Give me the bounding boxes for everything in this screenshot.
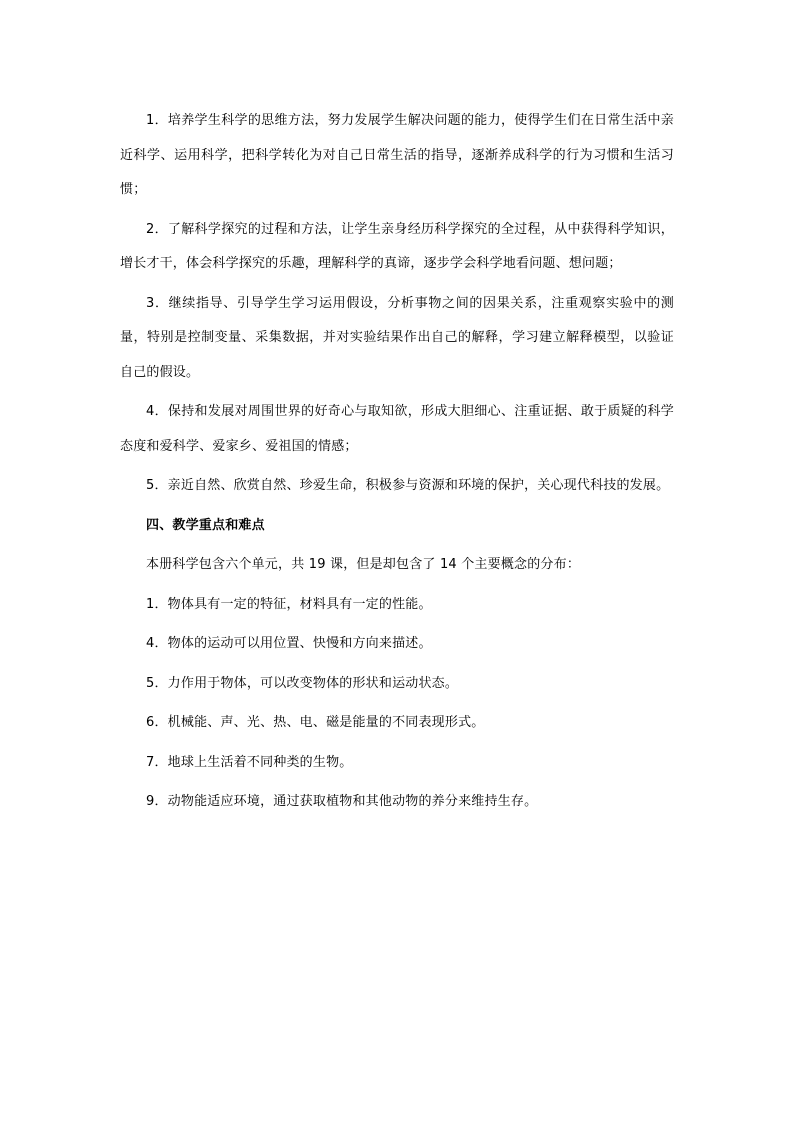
concept-item-5: 5．力作用于物体，可以改变物体的形状和运动状态。 — [146, 675, 459, 691]
section-intro: 本册科学包含六个单元，共 19 课，但是却包含了 14 个主要概念的分布： — [146, 557, 581, 572]
concept-item-6: 6．机械能、声、光、热、电、磁是能量的不同表现形式。 — [146, 715, 485, 730]
goal-paragraph-1: 1．培养学生科学的思维方法，努力发展学生解决问题的能力，使得学生们在日常生活中亲近科学、运用科学，把科学转化为对自己日常生活的指导，逐渐养成科学的行为习惯和生活习惯； — [120, 113, 674, 197]
goal-paragraph-5: 5．亲近自然、欣赏自然、珍爱生命，积极参与资源和环境的保护，关心现代科技的发展。 — [146, 478, 670, 493]
section-heading: 四、教学重点和难点 — [146, 517, 265, 533]
goal-paragraph-3: 3．继续指导、引导学生学习运用假设，分析事物之间的因果关系，注重观察实验中的测量，特别是控制变量、采集数据，并对实验结果作出自己的解释，学习建立解释模型，以验证自己的假设。 — [120, 295, 674, 380]
goal-paragraph-2: 2．了解科学探究的过程和方法，让学生亲身经历科学探究的全过程，从中获得科学知识，增长才干，体会科学探究的乐趣，理解科学的真谛，逐步学会科学地看问题、想问题； — [120, 221, 674, 271]
concept-item-9: 9．动物能适应环境，通过获取植物和其他动物的养分来维持生存。 — [146, 794, 538, 809]
goal-paragraph-4: 4．保持和发展对周围世界的好奇心与取知欲，形成大胆细心、注重证据、敢于质疑的科学态度和爱科学、爱家乡、爱祖国的情感； — [120, 404, 674, 454]
concept-item-1: 1．物体具有一定的特征，材料具有一定的性能。 — [146, 596, 432, 612]
concept-item-7: 7．地球上生活着不同种类的生物。 — [146, 754, 353, 770]
concept-item-4: 4．物体的运动可以用位置、快慢和方向来描述。 — [146, 636, 432, 651]
